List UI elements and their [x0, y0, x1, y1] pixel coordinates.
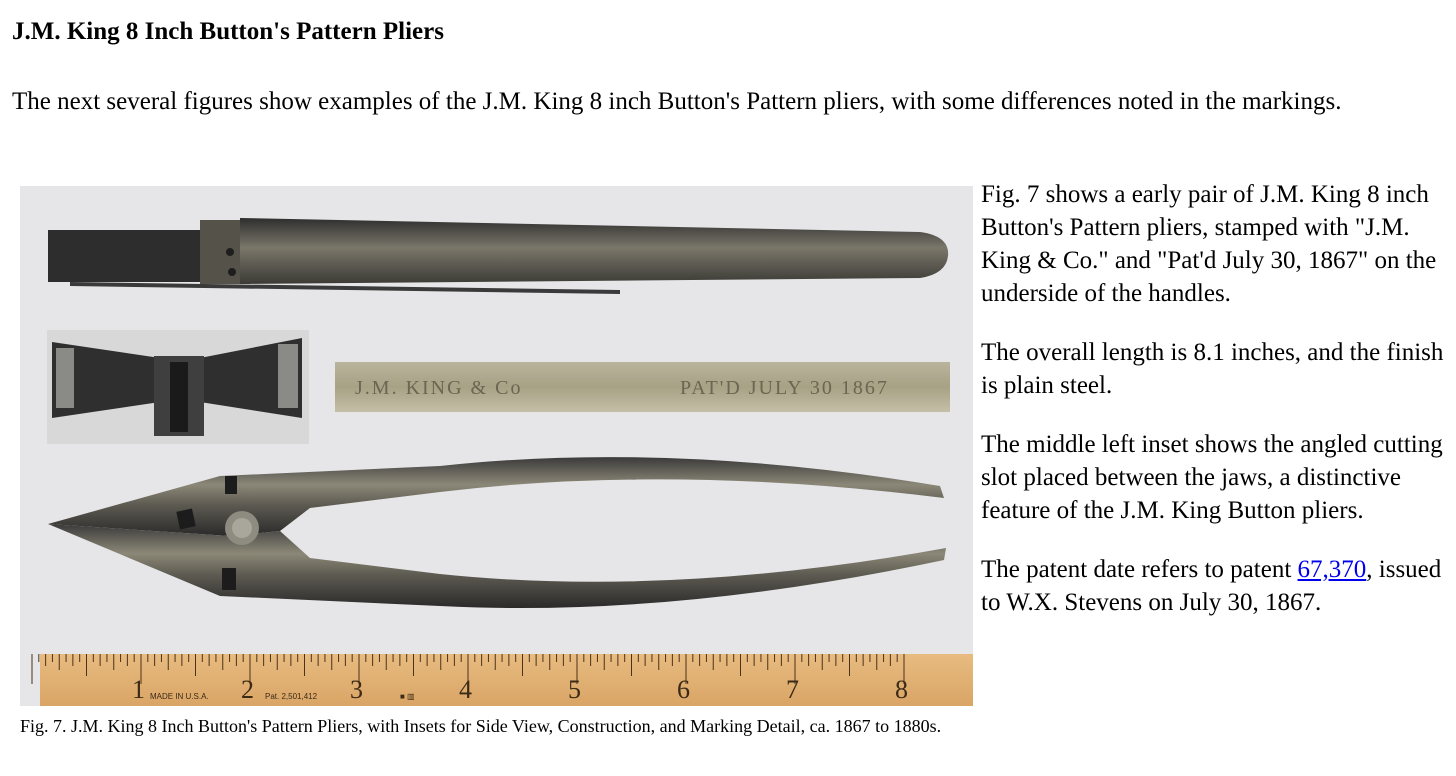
stamp-maker-mark: J.M. KING & Co — [355, 377, 523, 399]
ruler-number: 5 — [568, 675, 581, 704]
intro-paragraph: The next several figures show examples of the J.M. King 8 inch Button's Pattern pliers, with some differences noted in the markings. — [12, 88, 1342, 115]
description-paragraph: The middle left inset shows the angled cutting slot placed between the jaws, a distinctive feature of the J.M. King Button pliers. — [981, 431, 1443, 524]
ruler-number: 1 — [132, 675, 145, 704]
patent-text-before: The patent date refers to patent — [981, 556, 1298, 583]
pliers-photo — [20, 186, 973, 706]
description-paragraph: Fig. 7 shows a early pair of J.M. King 8 inch Button's Pattern pliers, stamped with "J.M. King & Co." and "Pat'd July 30, 1867" on the underside of the handles. — [981, 181, 1437, 307]
patent-text-after: , issued to W.X. Stevens on July 30, 1867. — [981, 556, 1442, 616]
pliers-side-view — [48, 218, 948, 294]
ruler-number: 2 — [241, 675, 254, 704]
pliers-top-view — [48, 457, 946, 608]
ruler-number: 8 — [895, 675, 908, 704]
description-column — [981, 178, 1446, 645]
ruler-mark: MADE IN U.S.A. — [150, 692, 209, 701]
inset-marking — [335, 362, 950, 412]
ruler-number: 3 — [350, 675, 363, 704]
ruler-number: 6 — [677, 675, 690, 704]
figure-caption: Fig. 7. J.M. King 8 Inch Button's Pattern Pliers, with Insets for Side View, Construction, and Marking Detail, ca. 1867 to 1880s. — [20, 716, 942, 736]
description-paragraph — [981, 553, 1446, 619]
ruler-number: 7 — [786, 675, 799, 704]
ruler-mark: Pat. 2,501,412 — [265, 692, 318, 701]
stamp-patent-mark: PAT'D JULY 30 1867 — [680, 377, 889, 399]
ruler — [32, 654, 973, 706]
inset-construction — [47, 330, 309, 444]
patent-link[interactable]: 67,370 — [1297, 556, 1367, 583]
description-paragraph: The overall length is 8.1 inches, and the finish is plain steel. — [981, 339, 1444, 399]
page-title: J.M. King 8 Inch Button's Pattern Pliers — [12, 18, 444, 45]
ruler-mark: ■ ▥ — [400, 692, 415, 701]
ruler-number: 4 — [459, 675, 472, 704]
